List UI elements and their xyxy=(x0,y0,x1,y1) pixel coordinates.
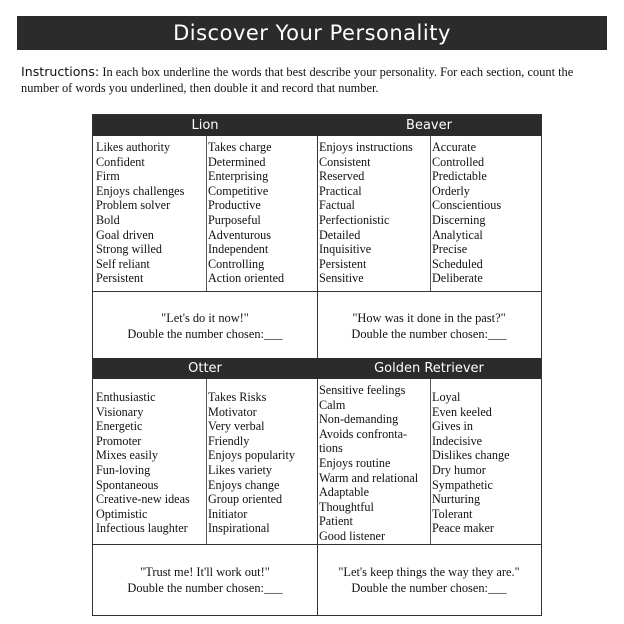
trait-word: Even keeled xyxy=(432,404,492,419)
trait-word: Problem solver xyxy=(96,198,171,213)
trait-word: Accurate xyxy=(432,140,476,154)
trait-word: Calm xyxy=(319,397,346,412)
otter-header xyxy=(93,358,317,379)
trait-word: Goal driven xyxy=(96,227,154,242)
golden-retriever-column-2 xyxy=(432,390,540,536)
trait-word: Fun-loving xyxy=(96,462,151,477)
trait-word: Sensitive xyxy=(319,271,364,286)
otter-column-2 xyxy=(208,390,316,536)
golden-retriever-header xyxy=(317,358,541,379)
trait-word: Self reliant xyxy=(96,256,150,271)
trait-word: Patient xyxy=(319,514,353,529)
trait-word: Determined xyxy=(208,154,266,169)
trait-word: Bold xyxy=(96,212,120,227)
trait-word: Indecisive xyxy=(432,433,483,448)
trait-word: Enjoys change xyxy=(208,477,280,492)
trait-word: Nurturing xyxy=(432,492,481,507)
trait-word: Deliberate xyxy=(432,271,483,286)
trait-word: Strong willed xyxy=(96,242,163,257)
trait-word: Controlled xyxy=(432,154,485,169)
trait-word: Thoughtful xyxy=(319,499,374,514)
trait-word: Takes Risks xyxy=(208,390,267,404)
trait-word: Persistent xyxy=(96,271,144,286)
trait-word: Takes charge xyxy=(208,140,272,154)
otter-column-divider xyxy=(206,379,207,544)
beaver-column-1 xyxy=(319,140,429,286)
trait-word: Non-demanding xyxy=(319,412,399,427)
trait-word: Tolerant xyxy=(432,506,473,521)
beaver-double: Double the number chosen:___ xyxy=(351,327,507,341)
trait-word: Productive xyxy=(208,198,261,213)
trait-word: Inspirational xyxy=(208,521,270,536)
instructions-text: In each box underline the words that best describe your personality. For each section, count the number of words you underlined, then double it and record that number. xyxy=(21,65,574,95)
beaver-header xyxy=(317,115,541,136)
page-title-banner xyxy=(17,16,607,50)
golden-retriever-quote-box xyxy=(317,564,541,596)
trait-word: Predictable xyxy=(432,169,487,184)
trait-word: Purposeful xyxy=(208,212,261,227)
bottom-words-bottom-line xyxy=(93,544,541,545)
trait-word: Warm and relational xyxy=(319,470,419,485)
trait-word: Mixes easily xyxy=(96,448,158,463)
trait-word: Perfectionistic xyxy=(319,212,390,227)
beaver-column-2 xyxy=(432,140,540,286)
golden-retriever-title: Golden Retriever xyxy=(374,361,484,376)
lion-column-divider xyxy=(206,136,207,291)
trait-word: Detailed xyxy=(319,227,361,242)
trait-word: Practical xyxy=(319,183,362,198)
trait-word: Confident xyxy=(96,154,145,169)
trait-word: Sympathetic xyxy=(432,477,493,492)
trait-word: Dislikes change xyxy=(432,448,510,463)
trait-word: Enterprising xyxy=(208,169,269,184)
trait-word: Consistent xyxy=(319,154,371,169)
trait-word: Persistent xyxy=(319,256,367,271)
trait-word: Factual xyxy=(319,198,355,213)
golden-retriever-quote: "Let's keep things the way they are." xyxy=(338,565,520,579)
trait-word: Initiator xyxy=(208,506,248,521)
golden-retriever-column-divider xyxy=(430,379,431,544)
trait-word: Enthusiastic xyxy=(96,390,156,404)
top-words-bottom-line xyxy=(93,291,541,292)
lion-quote: "Let's do it now!" xyxy=(161,311,249,325)
trait-word: Enjoys challenges xyxy=(96,183,185,198)
trait-word: Adventurous xyxy=(208,227,271,242)
trait-word: Orderly xyxy=(432,183,470,198)
trait-word: Precise xyxy=(432,242,468,257)
beaver-quote: "How was it done in the past?" xyxy=(352,311,506,325)
otter-quote: "Trust me! It'll work out!" xyxy=(140,565,270,579)
lion-column-1 xyxy=(96,140,204,286)
trait-word: Good listener xyxy=(319,528,386,543)
golden-retriever-double: Double the number chosen:___ xyxy=(351,581,507,595)
golden-retriever-column-1 xyxy=(319,383,427,544)
trait-word: Enjoys routine xyxy=(319,455,391,470)
trait-word: Adaptable xyxy=(319,485,370,500)
trait-word: Analytical xyxy=(432,227,483,242)
trait-word: Avoids confronta-tions xyxy=(319,426,408,456)
beaver-title: Beaver xyxy=(406,118,452,133)
trait-word: Conscientious xyxy=(432,198,502,213)
instructions-lead: Instructions: xyxy=(21,64,100,79)
trait-word: Spontaneous xyxy=(96,477,159,492)
trait-word: Likes authority xyxy=(96,140,171,154)
trait-word: Controlling xyxy=(208,256,265,271)
trait-word: Creative-new ideas xyxy=(96,492,190,507)
personality-grid xyxy=(92,114,542,616)
trait-word: Inquisitive xyxy=(319,242,372,257)
instructions xyxy=(21,64,607,96)
trait-word: Optimistic xyxy=(96,506,148,521)
lion-quote-box xyxy=(93,310,317,342)
otter-column-1 xyxy=(96,390,204,536)
trait-word: Friendly xyxy=(208,433,250,448)
lion-title: Lion xyxy=(191,118,219,133)
trait-word: Loyal xyxy=(432,390,461,404)
trait-word: Scheduled xyxy=(432,256,483,271)
trait-word: Promoter xyxy=(96,433,142,448)
trait-word: Sensitive feelings xyxy=(319,383,406,397)
lion-column-2 xyxy=(208,140,316,286)
trait-word: Likes variety xyxy=(208,462,272,477)
trait-word: Infectious laughter xyxy=(96,521,188,536)
trait-word: Discerning xyxy=(432,212,486,227)
trait-word: Peace maker xyxy=(432,521,494,536)
lion-double: Double the number chosen:___ xyxy=(127,327,283,341)
trait-word: Enjoys instructions xyxy=(319,140,413,154)
trait-word: Dry humor xyxy=(432,462,486,477)
otter-quote-box xyxy=(93,564,317,596)
otter-title: Otter xyxy=(188,361,222,376)
trait-word: Competitive xyxy=(208,183,269,198)
trait-word: Very verbal xyxy=(208,419,265,434)
trait-word: Energetic xyxy=(96,419,143,434)
beaver-column-divider xyxy=(430,136,431,291)
lion-header xyxy=(93,115,317,136)
trait-word: Visionary xyxy=(96,404,144,419)
trait-word: Gives in xyxy=(432,419,473,434)
trait-word: Independent xyxy=(208,242,269,257)
trait-word: Motivator xyxy=(208,404,257,419)
trait-word: Group oriented xyxy=(208,492,283,507)
trait-word: Action oriented xyxy=(208,271,285,286)
trait-word: Enjoys popularity xyxy=(208,448,295,463)
trait-word: Firm xyxy=(96,169,120,184)
otter-double: Double the number chosen:___ xyxy=(127,581,283,595)
beaver-quote-box xyxy=(317,310,541,342)
page-title: Discover Your Personality xyxy=(173,21,451,45)
trait-word: Reserved xyxy=(319,169,365,184)
